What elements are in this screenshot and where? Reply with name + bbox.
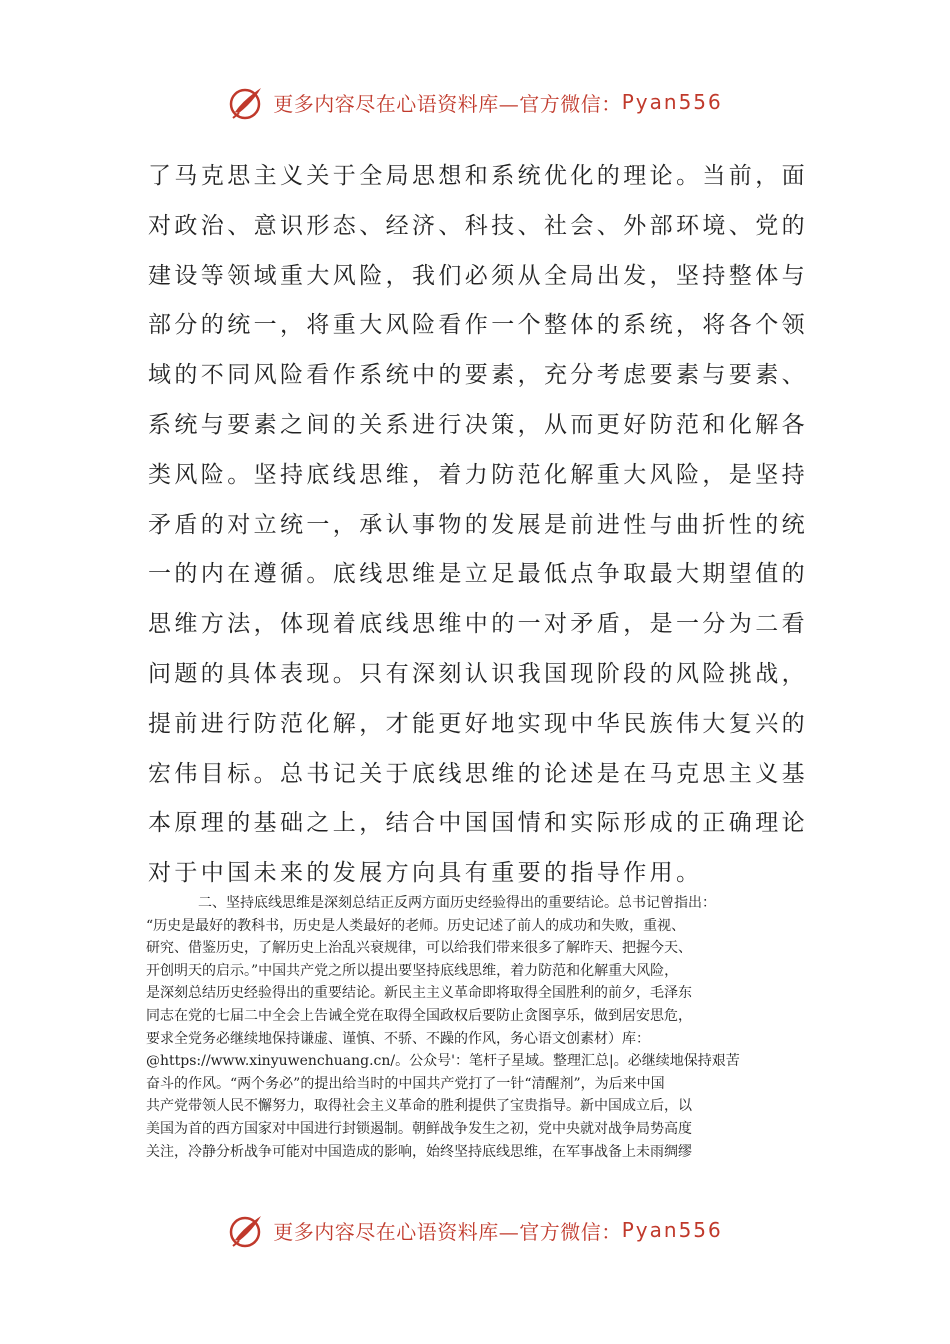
text-line: @https://www.xinyuwenchuang.cn/。公众号'：笔杆子星域。整理汇总|。必继续地保持艰苦 <box>146 1053 740 1070</box>
section-two-paragraph <box>146 892 810 1163</box>
text-line: 类风险。坚持底线思维，着力防范化解重大风险，是坚持 <box>148 461 808 488</box>
header-wechat-id: Pyan556 <box>621 90 723 114</box>
text-line: 部分的统一，将重大风险看作一个整体的系统，将各个领 <box>148 312 808 339</box>
header-text: 更多内容尽在心语资料库—官方微信： <box>273 91 622 116</box>
text-line: 是深刻总结历史经验得出的重要结论。新民主主义革命即将取得全国胜利的前夕，毛泽东 <box>146 985 692 1002</box>
text-line: 对于中国未来的发展方向具有重要的指导作用。 <box>148 860 703 887</box>
text-line: 域的不同风险看作系统中的要素，充分考虑要素与要素、 <box>148 362 808 389</box>
quill-logo-icon <box>227 1210 267 1250</box>
text-line: 要求全党务必继续地保持谦虚、谨慎、不骄、不躁的作风，务心语文创素材）库： <box>146 1030 650 1047</box>
text-line: 提前进行防范化解，才能更好地实现中华民族伟大复兴的 <box>148 710 808 737</box>
footer-banner <box>0 1208 950 1252</box>
text-line: 一的内在遵循。底线思维是立足最低点争取最大期望值的 <box>148 561 808 588</box>
text-line: 本原理的基础之上，结合中国国情和实际形成的正确理论 <box>148 810 808 837</box>
text-line: 了马克思主义关于全局思想和系统优化的理论。当前，面 <box>148 163 808 189</box>
footer-wechat-id: Pyan556 <box>621 1218 723 1242</box>
text-line: 系统与要素之间的关系进行决策，从而更好防范和化解各 <box>148 411 808 438</box>
main-paragraph <box>148 152 808 899</box>
text-line: 建设等领域重大风险，我们必须从全局出发，坚持整体与 <box>148 262 808 289</box>
text-line: 二、坚持底线思维是深刻总结正反两方面历史经验得出的重要结论。总书记曾指出： <box>198 895 716 911</box>
quill-logo-icon <box>227 82 267 122</box>
text-line: 美国为首的西方国家对中国进行封锁遏制。朝鲜战争发生之初，党中央就对战争局势高度 <box>146 1120 692 1137</box>
text-line: 宏伟目标。总书记关于底线思维的论述是在马克思主义基 <box>148 760 808 787</box>
text-line: “历史是最好的教科书，历史是人类最好的老师。历史记述了前人的成功和失败，重视、 <box>146 917 686 934</box>
text-line: 对政治、意识形态、经济、科技、社会、外部环境、党的 <box>148 212 808 239</box>
text-line: 关注，冷静分析战争可能对中国造成的影响，始终坚持底线思维，在军事战备上未雨绸缪 <box>146 1143 692 1160</box>
text-line: 共产党带领人民不懈努力，取得社会主义革命的胜利提供了宝贵指导。新中国成立后，以 <box>146 1098 692 1115</box>
text-line: 同志在党的七届二中全会上告诫全党在取得全国政权后要防止贪图享乐，做到居安思危， <box>146 1007 692 1024</box>
text-line: 思维方法，体现着底线思维中的一对矛盾，是一分为二看 <box>148 611 808 638</box>
text-line: 开创明天的启示。”中国共产党之所以提出要坚持底线思维，着力防范和化解重大风险， <box>146 962 679 979</box>
header-banner <box>0 80 950 124</box>
text-line: 问题的具体表现。只有深刻认识我国现阶段的风险挑战， <box>148 660 808 687</box>
text-line: 奋斗的作风。“两个务必”的提出给当时的中国共产党打了一针“清醒剂”，为后来中国 <box>146 1075 665 1092</box>
text-line: 矛盾的对立统一，承认事物的发展是前进性与曲折性的统 <box>148 511 808 538</box>
footer-text: 更多内容尽在心语资料库—官方微信： <box>273 1219 622 1244</box>
text-line: 研究、借鉴历史，了解历史上治乱兴衰规律，可以给我们带来很多了解昨天、把握今天、 <box>146 940 692 957</box>
